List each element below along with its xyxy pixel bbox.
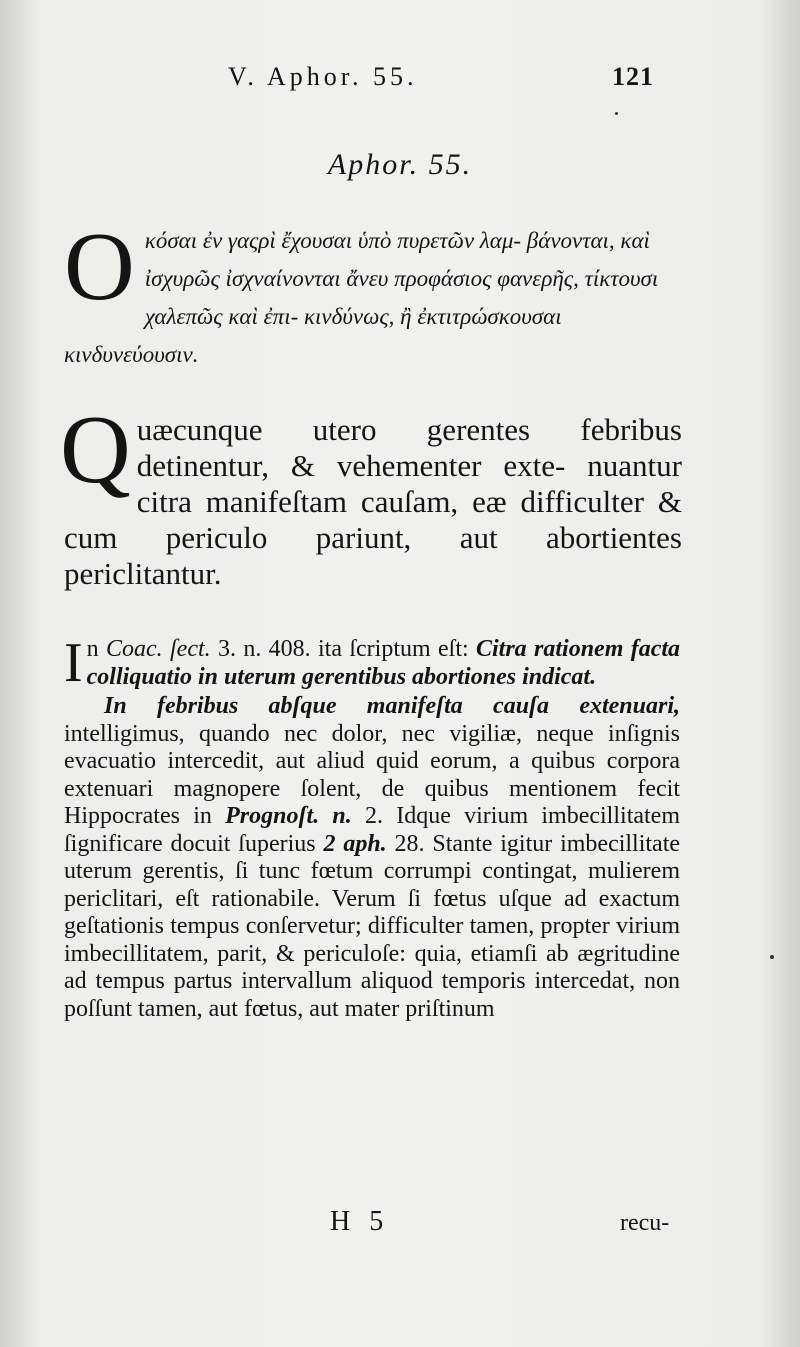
- key-phrase: In febribus abſque manifeſta cauſa extenuari,: [104, 693, 680, 719]
- running-head-section: V. Aphor. 55.: [228, 62, 418, 91]
- latin-text: uæcunque utero gerentes febribus detinentur, & vehementer exte- nuantur citra manifeſtam cauſam, eæ difficulter & cum periculo pariunt, aut abortientes periclitantur.: [64, 412, 682, 591]
- aphorism-title: Aphor. 55.: [327, 148, 473, 181]
- ink-speck: [770, 955, 774, 959]
- paragraph-text-1: intelligimus, quando nec dolor, nec vigiliæ, neque inſignis evacuatio intercedit, aut aliud quid eorum, a quibus corpora extenuari magnopere ſolent, de quibus mentionem fecit Hippocrates in: [64, 720, 680, 829]
- commentary-paragraph-1: [64, 632, 681, 694]
- quote-intro: ita ſcriptum eſt:: [318, 636, 469, 662]
- greek-text: κόσαι ἐν γαςρὶ ἔχουσαι ὑπὸ πυρετῶν λαμ- βάνονται, καὶ ἰσχυρῶς ἰσχναίνονται ἄνευ προφάσιος φανερῆς, τίκτουσι χαλεπῶς καὶ ἐπι- κινδύνως, ἢ ἐκτιτρώσκουσαι κινδυνεύουσιν.: [64, 228, 659, 367]
- source-numbers: 3. n. 408.: [217, 636, 311, 662]
- paragraph-text-3: 28. Stante igitur imbecillitate uterum gerentis, ſi tunc fœtum corrumpi contingat, mulierem periclitari, eſt rationabile. Verum ſi fœtus uſque ad exactum geſtationis tempus conſervetur; difficulter tamen, propter virium imbecillitatem, parit, & periculoſe: quia, etiamſi ab ægritudine ad tempus partus intervallum aliquod temporis intercedat, non poſſunt tamen, aut fœtus, aut mater priſtinum: [64, 830, 681, 1022]
- latin-drop-cap: Q: [60, 396, 131, 504]
- commentary-drop-cap: I: [64, 632, 83, 694]
- greek-drop-cap: O: [64, 213, 135, 321]
- page-number: 121: [612, 62, 654, 91]
- aphorism-reference: 2 aph.: [323, 830, 387, 857]
- source-reference: Coac. ſect.: [106, 636, 211, 662]
- signature-mark: H 5: [330, 1206, 390, 1237]
- latin-aphorism: [60, 396, 682, 592]
- commentary: [64, 632, 681, 1023]
- quoted-passage: Citra rationem facta colliquatio in uterum gerentibus abortiones indicat.: [86, 636, 681, 690]
- catchword: recu-: [620, 1210, 670, 1236]
- paragraph-text-2: 2. Idque virium imbecillitatem ſignificare docuit ſuperius: [64, 803, 680, 857]
- commentary-lead: n: [86, 636, 99, 662]
- ink-speck: [615, 112, 618, 115]
- commentary-paragraph-2: [64, 693, 680, 1023]
- greek-aphorism: [64, 213, 684, 374]
- running-head: [0, 62, 800, 102]
- prognostic-reference: Prognoſt. n.: [225, 803, 352, 829]
